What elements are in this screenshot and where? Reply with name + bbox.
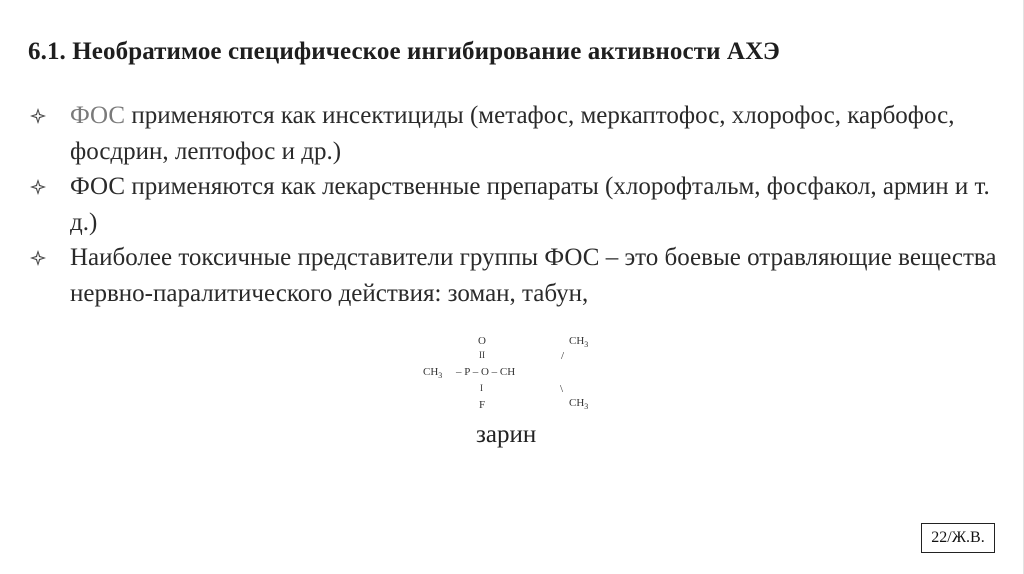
diamond-bullet-icon xyxy=(30,108,46,124)
formula-oxygen: O xyxy=(478,335,486,347)
formula-chain: – P – O – CH xyxy=(456,366,516,378)
diamond-bullet-icon xyxy=(30,250,46,266)
bullet-text: Наиболее токсичные представители группы ФОС – это боевые отравляющие вещества нервно-паралитического действия: зоман, табун, xyxy=(70,244,997,307)
bullet-item xyxy=(28,240,1003,311)
formula-ch3-top: $CH_3$ xyxy=(569,335,589,350)
formula-double-bond: II xyxy=(479,350,485,360)
formula-ch3-left: $CH_3$ xyxy=(423,366,443,381)
formula-single-bond: I xyxy=(480,383,483,393)
slide-title: 6.1. Необратимое специфическое ингибирование активности АХЭ xyxy=(28,38,780,65)
bullet-item xyxy=(28,169,1003,240)
formula-caption: зарин xyxy=(476,421,537,448)
formula-ch3-bottom: $CH_3$ xyxy=(569,397,589,412)
bullet-lead: ФОС xyxy=(70,102,126,129)
formula-bond-up: / xyxy=(561,350,565,362)
diamond-bullet-icon xyxy=(30,179,46,195)
page-label: 22/Ж.В. xyxy=(921,523,995,553)
bullet-text: применяются как инсектициды (метафос, меркаптофос, хлорофос, карбофос, фосдрин, лептофос и др.) xyxy=(70,102,955,165)
formula-fluorine: F xyxy=(479,399,486,411)
bullet-text: ФОС применяются как лекарственные препараты (хлорофтальм, фосфакол, армин и т. д.) xyxy=(70,173,990,236)
bullet-list xyxy=(28,98,1003,311)
sarin-structural-formula xyxy=(418,329,618,419)
formula-bond-down: \ xyxy=(560,383,564,395)
bullet-item xyxy=(28,98,1003,169)
